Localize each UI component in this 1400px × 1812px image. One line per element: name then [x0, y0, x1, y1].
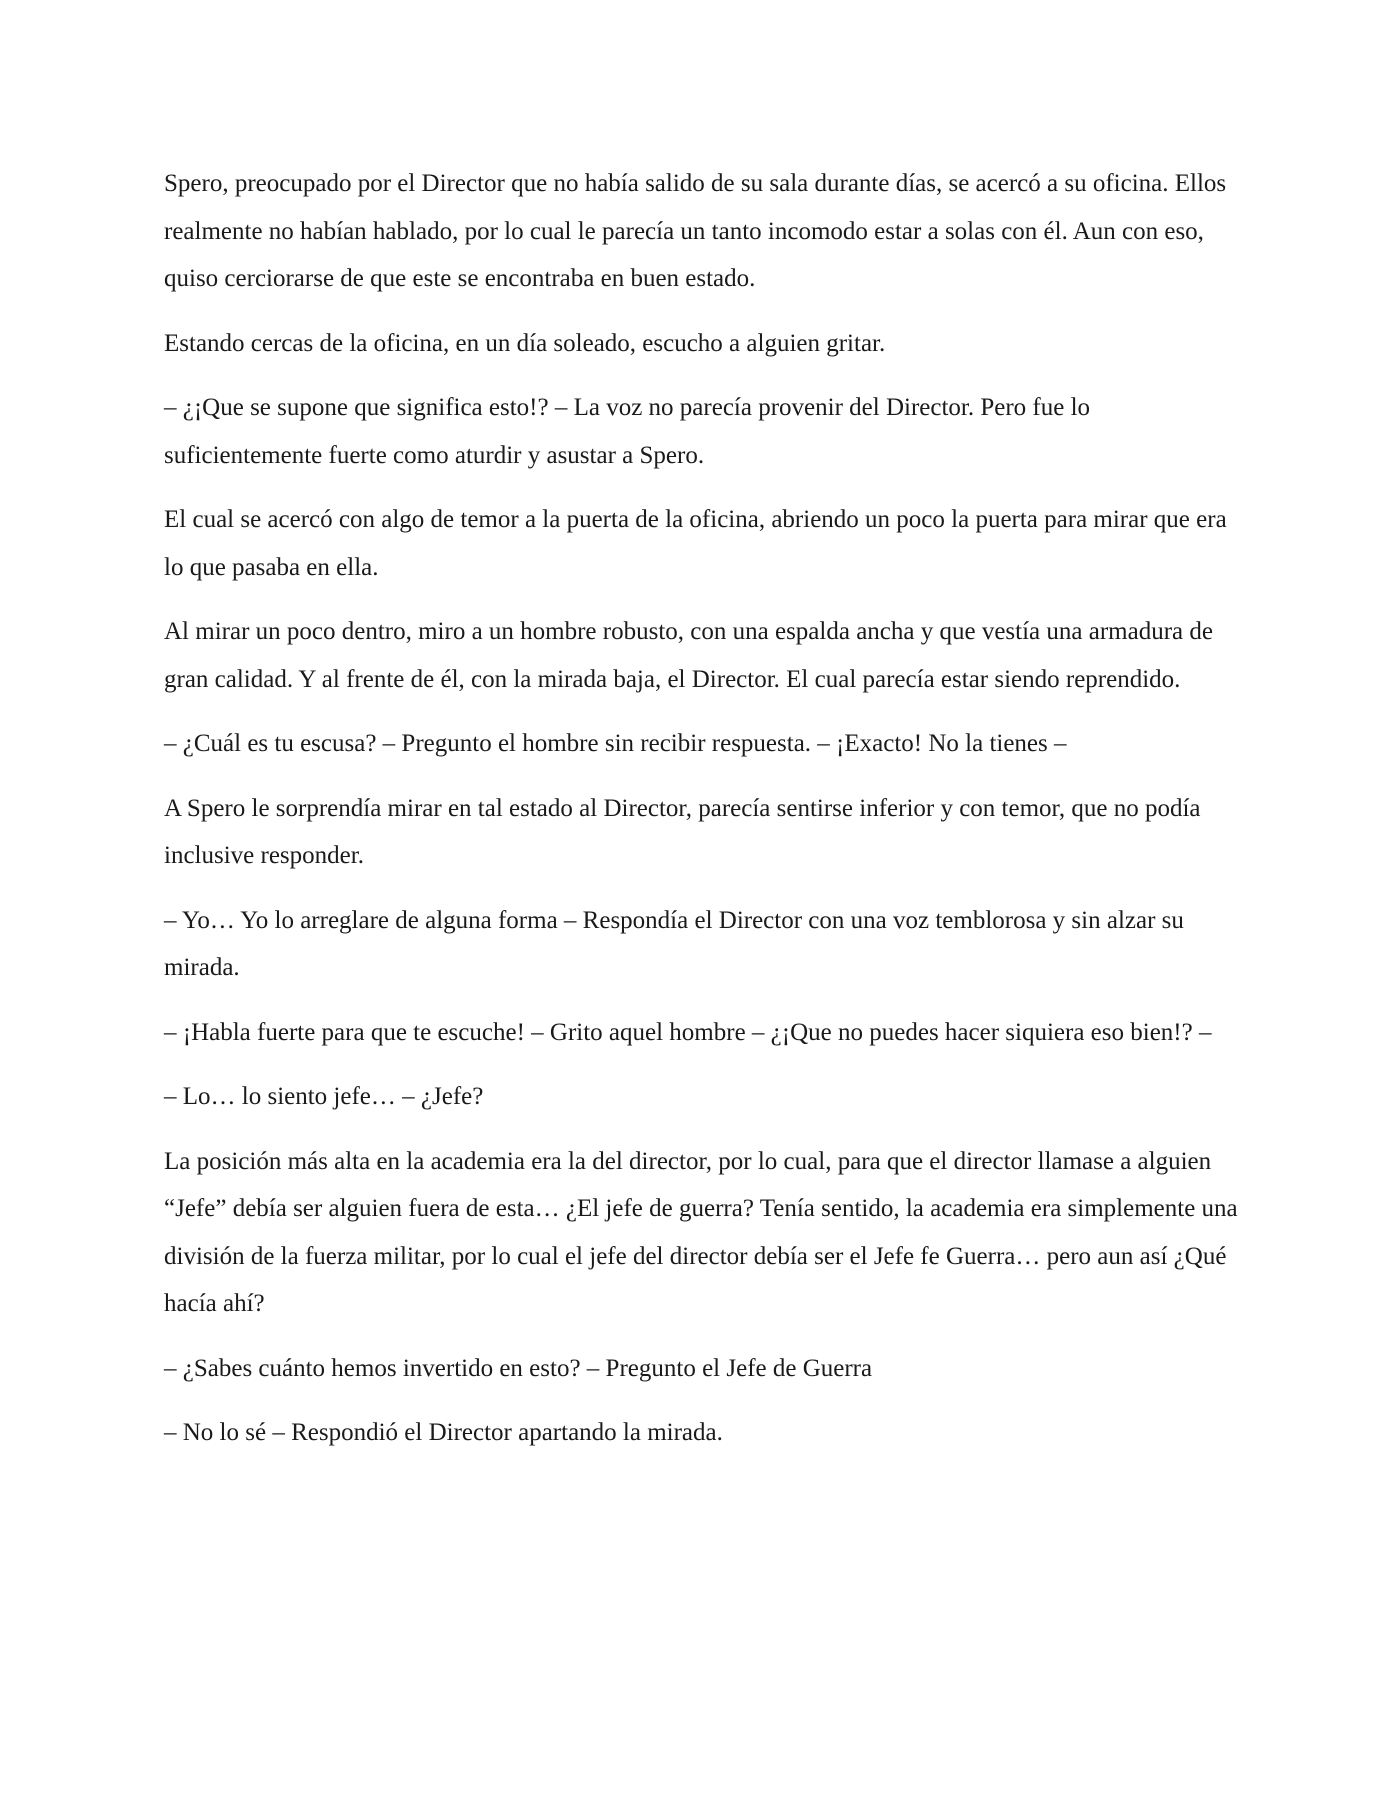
- paragraph-12: – ¿Sabes cuánto hemos invertido en esto? – Pregunto el Jefe de Guerra: [164, 1354, 873, 1382]
- paragraph-5: Al mirar un poco dentro, miro a un hombre robusto, con una espalda ancha y que vestía una armadura de gran calidad. Y al frente de él, con la mirada baja, el Director. El cual parecía estar siendo reprendido.: [164, 618, 1213, 693]
- paragraph-2: Estando cercas de la oficina, en un día soleado, escucho a alguien gritar.: [164, 329, 886, 357]
- paragraph-11: La posición más alta en la academia era la del director, por lo cual, para que el director llamase a alguien “Jefe” debía ser alguien fuera de esta… ¿El jefe de guerra? Tenía sentido, la academia era simplemente una división de la fuerza militar, por lo cual el jefe del director debía ser el Jefe fe Guerra… pero aun así ¿Qué hacía ahí?: [164, 1147, 1238, 1317]
- paragraph-8: – Yo… Yo lo arreglare de alguna forma – Respondía el Director con una voz temblorosa y sin alzar su mirada.: [164, 906, 1184, 981]
- document-body: [164, 160, 1240, 1474]
- paragraph-10: – Lo… lo siento jefe… – ¿Jefe?: [164, 1083, 484, 1110]
- paragraph-1: Spero, preocupado por el Director que no había salido de su sala durante días, se acercó a su oficina. Ellos realmente no habían hablado, por lo cual le parecía un tanto incomodo estar a solas con él. Aun con eso, quiso cerciorarse de que este se encontraba en buen estado.: [164, 170, 1227, 292]
- paragraph-13: – No lo sé – Respondió el Director apartando la mirada.: [164, 1419, 723, 1446]
- paragraph-7: A Spero le sorprendía mirar en tal estado al Director, parecía sentirse inferior y con temor, que no podía inclusive responder.: [164, 794, 1201, 869]
- paragraph-4: El cual se acercó con algo de temor a la puerta de la oficina, abriendo un poco la puerta para mirar que era lo que pasaba en ella.: [164, 506, 1227, 581]
- paragraph-6: – ¿Cuál es tu escusa? – Pregunto el hombre sin recibir respuesta. – ¡Exacto! No la tienes –: [164, 730, 1067, 757]
- paragraph-3: – ¿¡Que se supone que significa esto!? – La voz no parecía provenir del Director. Pero fue lo suficientemente fuerte como aturdir y asustar a Spero.: [164, 394, 1091, 469]
- paragraph-9: – ¡Habla fuerte para que te escuche! – Grito aquel hombre – ¿¡Que no puedes hacer siquiera eso bien!? –: [164, 1018, 1212, 1046]
